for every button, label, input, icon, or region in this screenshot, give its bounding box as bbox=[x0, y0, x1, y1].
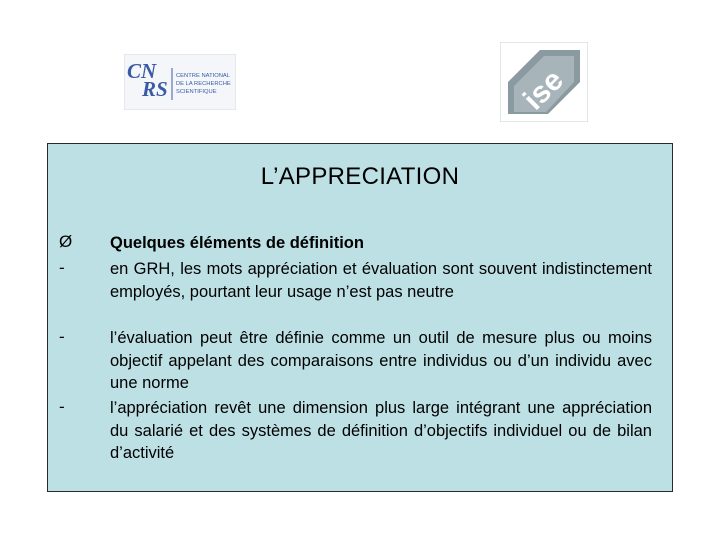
list-item-text: Quelques éléments de définition bbox=[110, 234, 364, 252]
ise-logo bbox=[500, 42, 588, 122]
dash-bullet: - bbox=[59, 397, 65, 416]
cnrs-mark-bottom: RS bbox=[142, 77, 168, 101]
dash-bullet: - bbox=[59, 258, 65, 277]
dash-bullet: - bbox=[59, 327, 65, 346]
cnrs-line2: DE LA RECHERCHE bbox=[176, 81, 231, 87]
list-item-text: en GRH, les mots appréciation et évaluation sont souvent indistinctement employés, pourtant leur usage n’est pas neutre bbox=[110, 260, 652, 301]
slide-title: L’APPRECIATION bbox=[260, 163, 460, 190]
cnrs-line1: CENTRE NATIONAL bbox=[176, 73, 231, 79]
cnrs-logo bbox=[124, 54, 236, 110]
cnrs-mark-top: CN bbox=[127, 59, 157, 83]
arrow-bullet-icon: Ø bbox=[59, 232, 73, 251]
ise-mark: ise bbox=[517, 63, 570, 117]
cnrs-line3: SCIENTIFIQUE bbox=[176, 89, 217, 95]
list-item-text: l’évaluation peut être définie comme un outil de mesure plus ou moins objectif appelant des comparaisons entre individus ou d’un individu avec une norme bbox=[110, 329, 652, 392]
list-item-text: l’appréciation revêt une dimension plus large intégrant une appréciation du salarié et des systèmes de définition d’objectifs individuel ou de bilan d’activité bbox=[110, 399, 652, 462]
